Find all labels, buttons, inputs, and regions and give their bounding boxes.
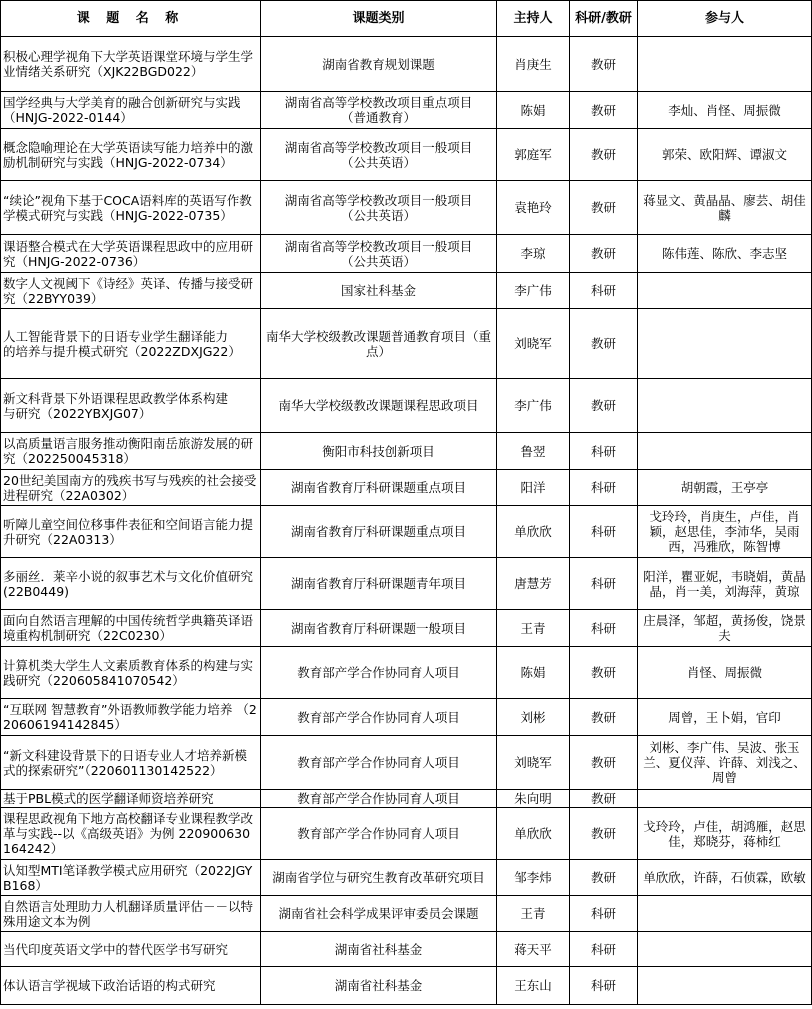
- project-title: 认知型MTI笔译教学模式应用研究（2022JGYB168）: [1, 860, 261, 896]
- project-leader: 李广伟: [497, 379, 570, 433]
- table-row: [1, 860, 812, 896]
- project-type: 教研: [570, 808, 638, 860]
- project-type: 教研: [570, 647, 638, 699]
- project-category: 湖南省教育厅科研课题青年项目: [261, 558, 497, 610]
- project-type: 科研: [570, 558, 638, 610]
- project-type: 科研: [570, 273, 638, 309]
- project-title: 新文科背景下外语课程思政教学体系构建 与研究（2022YBXJG07）: [1, 379, 261, 433]
- project-members: [638, 433, 812, 470]
- project-members: 胡朝霞，王亭亭: [638, 470, 812, 506]
- table-row: [1, 736, 812, 790]
- project-category: 湖南省高等学校教改项目一般项目 （公共英语）: [261, 235, 497, 273]
- project-leader: 刘晓军: [497, 736, 570, 790]
- table-row: [1, 506, 812, 558]
- project-members: [638, 273, 812, 309]
- project-leader: 郭庭军: [497, 129, 570, 181]
- project-leader: 朱向明: [497, 790, 570, 808]
- project-title: 人工智能背景下的日语专业学生翻译能力 的培养与提升模式研究（2022ZDXJG22）: [1, 309, 261, 379]
- project-category: 教育部产学合作协同育人项目: [261, 736, 497, 790]
- table-row: [1, 967, 812, 1005]
- project-category: 教育部产学合作协同育人项目: [261, 808, 497, 860]
- project-category: 教育部产学合作协同育人项目: [261, 790, 497, 808]
- project-type: 教研: [570, 181, 638, 235]
- project-title: 20世纪美国南方的残疾书写与残疾的社会接受进程研究（22A0302）: [1, 470, 261, 506]
- project-type: 教研: [570, 235, 638, 273]
- header-leader: 主持人: [497, 1, 570, 37]
- project-type: 教研: [570, 860, 638, 896]
- header-category: 课题类别: [261, 1, 497, 37]
- project-type: 科研: [570, 967, 638, 1005]
- project-type: 教研: [570, 699, 638, 736]
- project-title: 当代印度英语文学中的替代医学书写研究: [1, 932, 261, 967]
- project-category: 湖南省社会科学成果评审委员会课题: [261, 896, 497, 932]
- project-members: 刘彬、李广伟、吴波、张玉兰、夏仪萍、许薛、刘浅之、周曾: [638, 736, 812, 790]
- project-title: 多丽丝．莱辛小说的叙事艺术与文化价值研究(22B0449): [1, 558, 261, 610]
- project-type: 教研: [570, 129, 638, 181]
- project-members: 单欣欣，许薛，石侦霖，欧敏: [638, 860, 812, 896]
- table-row: [1, 896, 812, 932]
- project-type: 教研: [570, 379, 638, 433]
- project-title: 概念隐喻理论在大学英语读写能力培养中的激励机制研究与实践（HNJG-2022-0734）: [1, 129, 261, 181]
- project-leader: 唐慧芳: [497, 558, 570, 610]
- project-leader: 单欣欣: [497, 506, 570, 558]
- project-leader: 蒋天平: [497, 932, 570, 967]
- table-row: [1, 37, 812, 92]
- project-members: 戈玲玲，卢佳，胡鸿雁，赵思佳，郑晓芬，蒋柿红: [638, 808, 812, 860]
- project-leader: 刘彬: [497, 699, 570, 736]
- project-title: 国学经典与大学美育的融合创新研究与实践（HNJG-2022-0144）: [1, 92, 261, 129]
- project-category: 湖南省高等学校教改项目重点项目 （普通教育）: [261, 92, 497, 129]
- project-leader: 邹李炜: [497, 860, 570, 896]
- table-row: [1, 610, 812, 647]
- project-title: 基于PBL模式的医学翻译师资培养研究: [1, 790, 261, 808]
- table-row: [1, 235, 812, 273]
- project-type: 科研: [570, 932, 638, 967]
- project-category: 湖南省教育厅科研课题一般项目: [261, 610, 497, 647]
- project-leader: 阳洋: [497, 470, 570, 506]
- project-members: 蒋显文、黄晶晶、廖芸、胡佳麟: [638, 181, 812, 235]
- header-members: 参与人: [638, 1, 812, 37]
- table-row: [1, 470, 812, 506]
- project-leader: 李广伟: [497, 273, 570, 309]
- table-row: [1, 558, 812, 610]
- project-members: [638, 379, 812, 433]
- project-type: 教研: [570, 37, 638, 92]
- project-leader: 王青: [497, 896, 570, 932]
- project-title: “互联网 智慧教育”外语教师教学能力培养 （220606194142845）: [1, 699, 261, 736]
- project-category: 衡阳市科技创新项目: [261, 433, 497, 470]
- project-type: 科研: [570, 610, 638, 647]
- project-category: 湖南省学位与研究生教育改革研究项目: [261, 860, 497, 896]
- table-row: [1, 92, 812, 129]
- project-type: 科研: [570, 896, 638, 932]
- project-category: 湖南省教育厅科研课题重点项目: [261, 470, 497, 506]
- project-members: 阳洋，瞿亚妮，韦晓娟，黄晶晶，肖一美，刘海萍，黄琼: [638, 558, 812, 610]
- project-title: 以高质量语言服务推动衡阳南岳旅游发展的研究（202250045318）: [1, 433, 261, 470]
- project-members: 肖怪、周振微: [638, 647, 812, 699]
- project-title: 面向自然语言理解的中国传统哲学典籍英译语境重构机制研究（22C0230）: [1, 610, 261, 647]
- table-row: [1, 379, 812, 433]
- project-members: [638, 790, 812, 808]
- project-members: 庄晨泽，邹超，黄扬俊，饶景夫: [638, 610, 812, 647]
- table-row: [1, 932, 812, 967]
- table-row: [1, 808, 812, 860]
- project-leader: 陈娟: [497, 647, 570, 699]
- project-category: 湖南省社科基金: [261, 967, 497, 1005]
- project-title: 听障儿童空间位移事件表征和空间语言能力提升研究（22A0313）: [1, 506, 261, 558]
- project-members: [638, 309, 812, 379]
- table-row: [1, 790, 812, 808]
- project-members: 郭荣、欧阳辉、谭淑文: [638, 129, 812, 181]
- project-type: 科研: [570, 470, 638, 506]
- header-type: 科研/教研: [570, 1, 638, 37]
- table-row: [1, 181, 812, 235]
- table-row: [1, 647, 812, 699]
- project-category: 国家社科基金: [261, 273, 497, 309]
- project-members: [638, 932, 812, 967]
- project-title: 体认语言学视域下政治话语的构式研究: [1, 967, 261, 1005]
- project-title: 课语整合模式在大学英语课程思政中的应用研究（HNJG-2022-0736）: [1, 235, 261, 273]
- project-category: 教育部产学合作协同育人项目: [261, 647, 497, 699]
- project-type: 科研: [570, 433, 638, 470]
- table-row: [1, 699, 812, 736]
- project-type: 教研: [570, 790, 638, 808]
- project-title: 积极心理学视角下大学英语课堂环境与学生学业情绪关系研究（XJK22BGD022）: [1, 37, 261, 92]
- project-leader: 李琼: [497, 235, 570, 273]
- project-members: 陈伟莲、陈欣、李志坚: [638, 235, 812, 273]
- project-members: [638, 967, 812, 1005]
- project-leader: 王东山: [497, 967, 570, 1005]
- project-leader: 鲁翌: [497, 433, 570, 470]
- project-leader: 刘晓军: [497, 309, 570, 379]
- project-leader: 肖庚生: [497, 37, 570, 92]
- header-title: 课 题 名 称: [1, 1, 261, 37]
- project-title: 计算机类大学生人文素质教育体系的构建与实践研究（220605841070542）: [1, 647, 261, 699]
- project-category: 教育部产学合作协同育人项目: [261, 699, 497, 736]
- project-members: [638, 896, 812, 932]
- project-leader: 袁艳玲: [497, 181, 570, 235]
- project-type: 教研: [570, 736, 638, 790]
- project-category: 湖南省教育规划课题: [261, 37, 497, 92]
- project-leader: 单欣欣: [497, 808, 570, 860]
- project-title: “续论”视角下基于COCA语料库的英语写作教学模式研究与实践（HNJG-2022-0735）: [1, 181, 261, 235]
- header-row: [1, 1, 812, 37]
- project-category: 南华大学校级教改课题普通教育项目（重点）: [261, 309, 497, 379]
- project-title: “新文科建设背景下的日语专业人才培养新模式的探索研究”（220601130142522）: [1, 736, 261, 790]
- project-leader: 王青: [497, 610, 570, 647]
- project-members: 周曾，王卜娟，官印: [638, 699, 812, 736]
- project-type: 科研: [570, 506, 638, 558]
- project-leader: 陈娟: [497, 92, 570, 129]
- project-title: 自然语言处理助力人机翻译质量评估－－以特殊用途文本为例: [1, 896, 261, 932]
- project-type: 教研: [570, 92, 638, 129]
- project-category: 南华大学校级教改课题课程思政项目: [261, 379, 497, 433]
- table-row: [1, 309, 812, 379]
- project-category: 湖南省社科基金: [261, 932, 497, 967]
- table-row: [1, 129, 812, 181]
- project-title: 课程思政视角下地方高校翻译专业课程教学改革与实践--以《高级英语》为例 220900630164242）: [1, 808, 261, 860]
- project-members: 李灿、肖怪、周振微: [638, 92, 812, 129]
- project-title: 数字人文视阈下《诗经》英译、传播与接受研究（22BYY039）: [1, 273, 261, 309]
- project-category: 湖南省高等学校教改项目一般项目 （公共英语）: [261, 181, 497, 235]
- project-category: 湖南省教育厅科研课题重点项目: [261, 506, 497, 558]
- table-row: [1, 433, 812, 470]
- table-row: [1, 273, 812, 309]
- project-category: 湖南省高等学校教改项目一般项目 （公共英语）: [261, 129, 497, 181]
- project-type: 教研: [570, 309, 638, 379]
- project-members: 戈玲玲，肖庚生，卢佳，肖颖，赵思佳，李沛华，吴雨西，冯雅欣，陈智博: [638, 506, 812, 558]
- project-members: [638, 37, 812, 92]
